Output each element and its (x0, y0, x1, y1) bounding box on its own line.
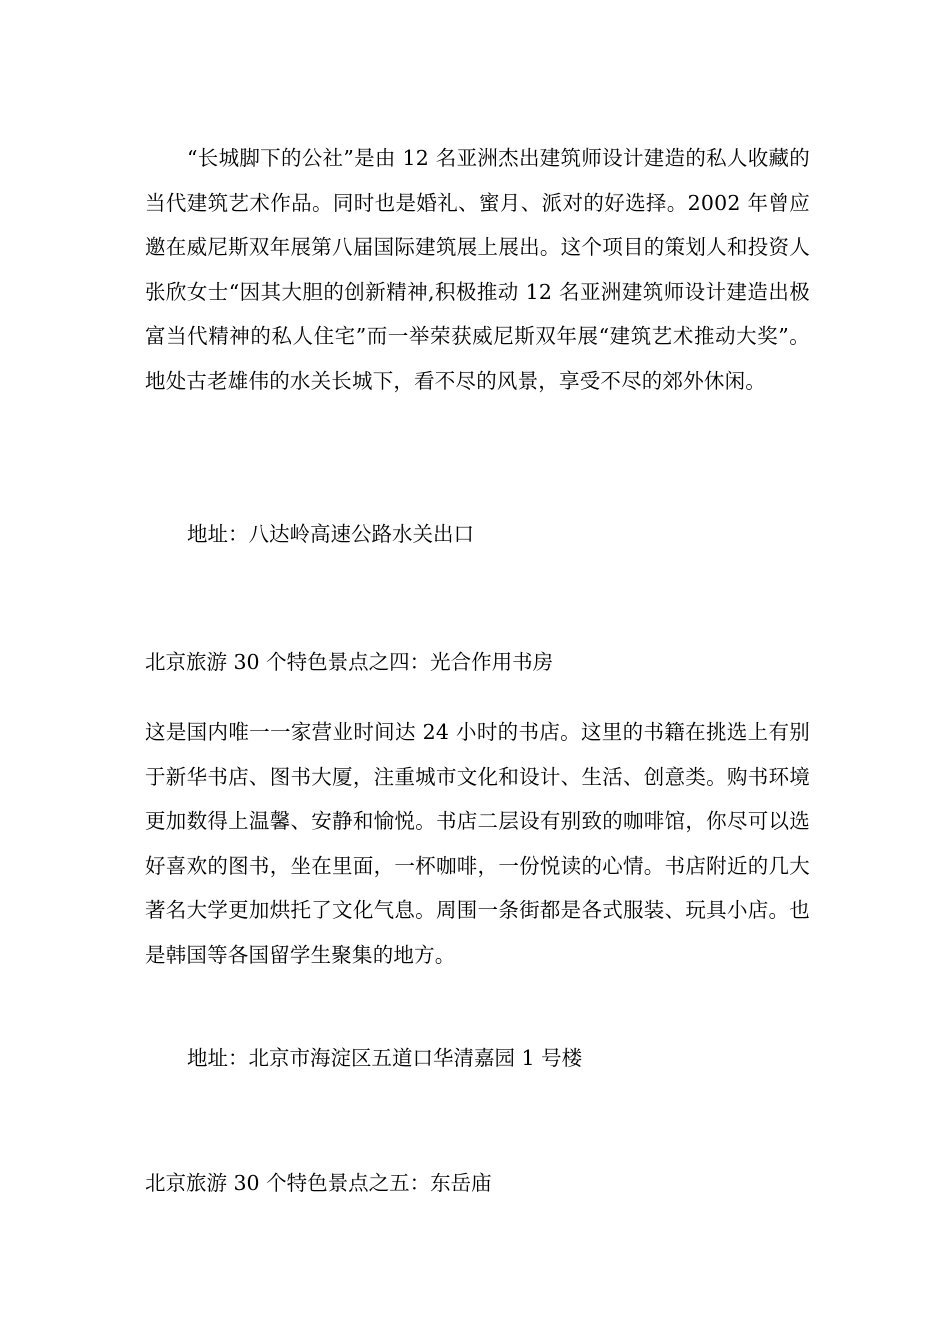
section-heading-5: 北京旅游 30 个特色景点之五：东岳庙 (145, 1171, 492, 1195)
address-line-2: 地址：北京市海淀区五道口华清嘉园 1 号楼 (187, 1046, 583, 1070)
paragraph-bookstore: 这是国内唯一一家营业时间达 24 小时的书店。这里的书籍在挑选上有别于新华书店、图书大厦，注重城市文化和设计、生活、创意类。购书环境更加数得上温馨、安静和愉悦。书店二层设有别致的咖啡馆，你尽可以选好喜欢的图书，坐在里面，一杯咖啡，一份悦读的心情。书店附近的几大著名大学更加烘托了文化气息。周围一条街都是各式服装、玩具小店。也是韩国等各国留学生聚集的地方。 (145, 720, 810, 967)
address-line-1: 地址：八达岭高速公路水关出口 (187, 522, 474, 546)
section-heading-4: 北京旅游 30 个特色景点之四：光合作用书房 (145, 650, 554, 674)
paragraph-commune-by-great-wall: “长城脚下的公社”是由 12 名亚洲杰出建筑师设计建造的私人收藏的当代建筑艺术作品。同时也是婚礼、蜜月、派对的好选择。2002 年曾应邀在威尼斯双年展第八届国际建筑展上展出。这个项目的策划人和投资人张欣女士“因其大胆的创新精神,积极推动 12 名亚洲建筑师设计建造出极富当代精神的私人住宅”而一举荣获威尼斯双年展“建筑艺术推动大奖”。地处古老雄伟的水关长城下，看不尽的风景，享受不尽的郊外休闲。 (145, 146, 810, 393)
